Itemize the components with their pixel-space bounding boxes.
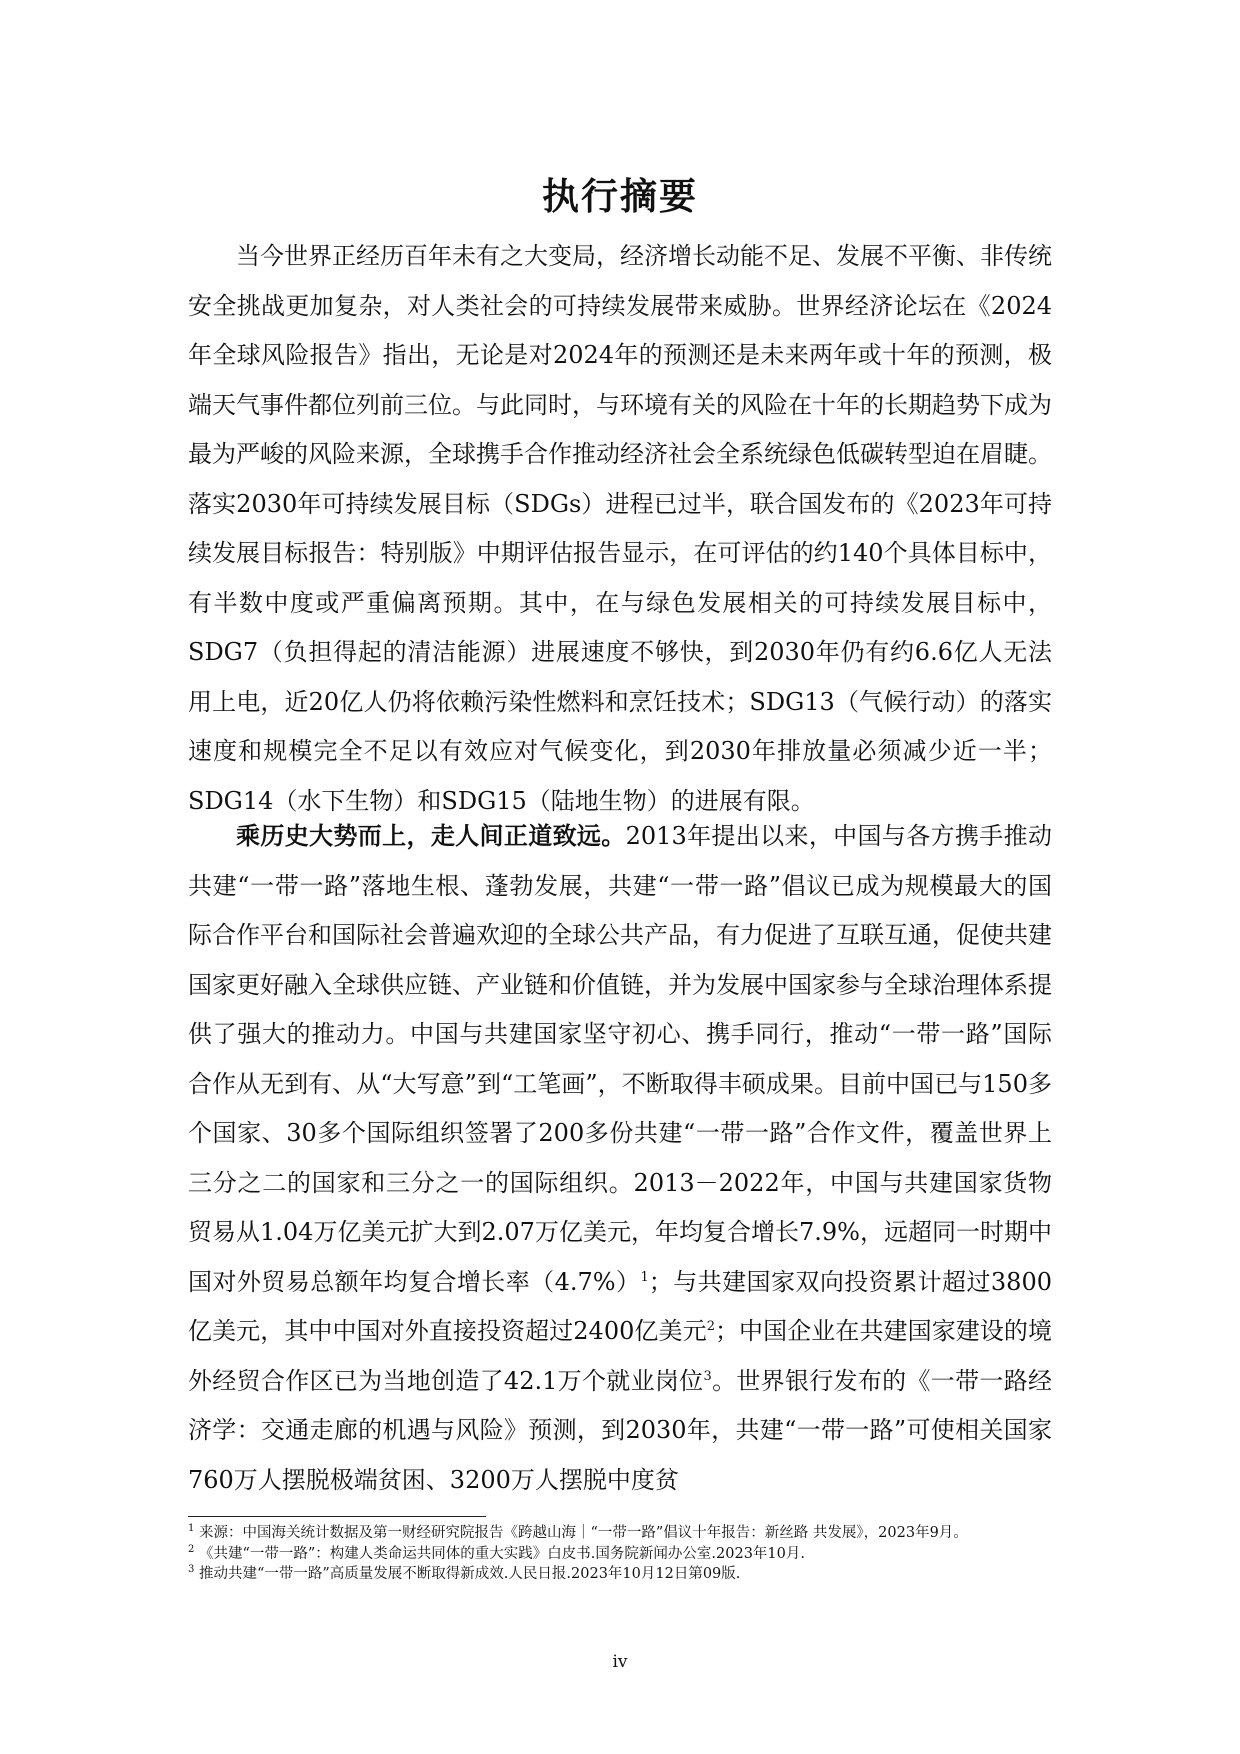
footnote-number: 2 — [188, 1543, 195, 1555]
paragraph-2-text-4: 。世界银行发布的《一带一路经济学：交通走廊的机遇与风险》预测，到2030年，共建“一带一路”可使相关国家760万人摆脱极端贫困、3200万人摆脱中度贫 — [188, 1366, 1052, 1494]
footnotes — [188, 1523, 1052, 1585]
paragraph-2 — [188, 812, 1052, 1505]
paragraph-2-text-2: ；与共建国家双向投资累计超过3800亿美元，其中中国对外直接投资超过2400亿美元 — [188, 1267, 1052, 1345]
footnote-ref-3[interactable]: 3 — [703, 1368, 712, 1384]
page-number: iv — [612, 1652, 628, 1672]
footnote-text: 推动共建“一带一路”高质量发展不断取得新成效.人民日报.2023年10月12日第09版. — [198, 1566, 741, 1582]
footnote-1 — [188, 1523, 1052, 1544]
footnote-divider — [188, 1516, 486, 1517]
footnote-text: 《共建“一带一路”：构建人类命运共同体的重大实践》白皮书.国务院新闻办公室.2023年10月. — [198, 1545, 805, 1562]
footnote-text: 来源：中国海关统计数据及第一财经研究院报告《跨越山海｜“一带一路”倡议十年报告：新丝路 共发展》，2023年9月。 — [198, 1525, 968, 1541]
paragraph-2-lead: 乘历史大势而上，走人间正道致远。 — [236, 822, 626, 850]
paragraph-1: 当今世界正经历百年未有之大变局，经济增长动能不足、发展不平衡、非传统安全挑战更加复杂，对人类社会的可持续发展带来威胁。世界经济论坛在《2024年全球风险报告》指出，无论是对2024年的预测还是未来两年或十年的预测，极端天气事件都位列前三位。与此同时，与环境有关的风险在十年的长期趋势下成为最为严峻的风险来源，全球携手合作推动经济社会全系统绿色低碳转型迫在眉睫。落实2030年可持续发展目标（SDGs）进程已过半，联合国发布的《2023年可持续发展目标报告：特别版》中期评估报告显示，在可评估的约140个具体目标中，有半数中度或严重偏离预期。其中，在与绿色发展相关的可持续发展目标中，SDG7（负担得起的清洁能源）进展速度不够快，到2030年仍有约6.6亿人无法用上电，近20亿人仍将依赖污染性燃料和烹饪技术；SDG13（气候行动）的落实速度和规模完全不足以有效应对气候变化，到2030年排放量必须减少近一半；SDG14（水下生物）和SDG15（陆地生物）的进展有限。 — [188, 242, 1052, 815]
footnote-number: 1 — [188, 1523, 195, 1535]
paragraph-2-text-1: 2013年提出以来，中国与各方携手推动共建“一带一路”落地生根、蓬勃发展，共建“一带一路”倡议已成为规模最大的国际合作平台和国际社会普遍欢迎的全球公共产品，有力促进了互联互通，促使共建国家更好融入全球供应链、产业链和价值链，并为发展中国家参与全球治理体系提供了强大的推动力。中国与共建国家坚守初心、携手同行，推动“一带一路”国际合作从无到有、从“大写意”到“工笔画”，不断取得丰硕成果。目前中国已与150多个国家、30多个国际组织签署了200多份共建“一带一路”合作文件，覆盖世界上三分之二的国家和三分之一的国际组织。2013－2022年，中国与共建国家货物贸易从1.04万亿美元扩大到2.07万亿美元，年均复合增长7.9%，远超同一时期中国对外贸易总额年均复合增长率（4.7%） — [188, 822, 1053, 1296]
footnote-3 — [188, 1564, 1052, 1585]
footnote-2 — [188, 1544, 1052, 1565]
page-title: 执行摘要 — [542, 175, 698, 218]
paragraph-2-text-3: ；中国企业在共建国家建设的境外经贸合作区已为当地创造了42.1万个就业岗位 — [188, 1317, 1053, 1395]
footnote-ref-1[interactable]: 1 — [640, 1269, 649, 1285]
footnote-ref-2[interactable]: 2 — [706, 1319, 715, 1334]
footnote-number: 3 — [188, 1564, 195, 1576]
